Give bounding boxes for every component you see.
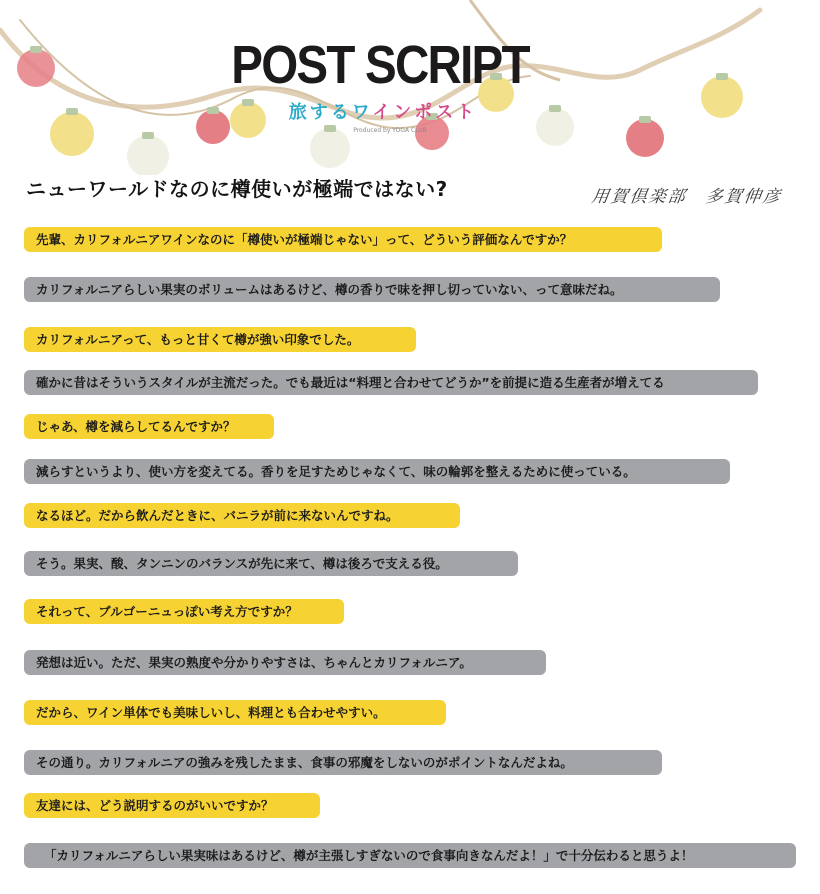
dialogue-answer: 減らすというより、使い方を変えてる。香りを足すためじゃなくて、味の輪郭を整えるために使っている。	[24, 459, 730, 484]
dialogue-answer: 発想は近い。ただ、果実の熟度や分かりやすさは、ちゃんとカリフォルニア。	[24, 650, 546, 675]
dialogue-question: だから、ワイン単体でも美味しいし、料理とも合わせやすい。	[24, 700, 446, 725]
masthead-title: POST SCRIPT	[231, 35, 529, 95]
author-signature: 用賀倶楽部 多賀伸彦	[590, 187, 784, 207]
dialogue-answer: 「カリフォルニアらしい果実味はあるけど、樽が主張しすぎないので食事向きなんだよ！」で十分伝わると思うよ！	[24, 843, 796, 868]
dialogue-answer: その通り。カリフォルニアの強みを残したまま、食事の邪魔をしないのがポイントなんだよね。	[24, 750, 662, 775]
dialogue-question: なるほど。だから飲んだときに、バニラが前に来ないんですね。	[24, 503, 460, 528]
article-heading: ニューワールドなのに樽使いが極端ではない?	[26, 177, 448, 201]
dialogue-question: 友達には、どう説明するのがいいですか？	[24, 793, 320, 818]
dialogue-answer: 確かに昔はそういうスタイルが主流だった。でも最近は“料理と合わせてどうか”を前提に造る生産者が増えてる	[24, 370, 758, 395]
masthead-subtitle	[268, 104, 498, 122]
dialogue-question: じゃあ、樽を減らしてるんですか？	[24, 414, 274, 439]
subtitle-part-1: 旅するワ	[288, 102, 373, 123]
subtitle-part-2: インポスト	[372, 102, 478, 123]
dialogue-answer: そう。果実、酸、タンニンのバランスが先に来て、樽は後ろで支える役。	[24, 551, 518, 576]
dialogue-question: それって、ブルゴーニュっぽい考え方ですか？	[24, 599, 344, 624]
dialogue-question: 先輩、カリフォルニアワインなのに「樽使いが極端じゃない」って、どういう評価なんですか？	[24, 227, 662, 252]
dialogue-question: カリフォルニアって、もっと甘くて樽が強い印象でした。	[24, 327, 416, 352]
produced-by: Produced by YOGA CLUB	[353, 127, 427, 134]
dialogue-answer: カリフォルニアらしい果実のボリュームはあるけど、樽の香りで味を押し切っていない、って意味だね。	[24, 277, 720, 302]
